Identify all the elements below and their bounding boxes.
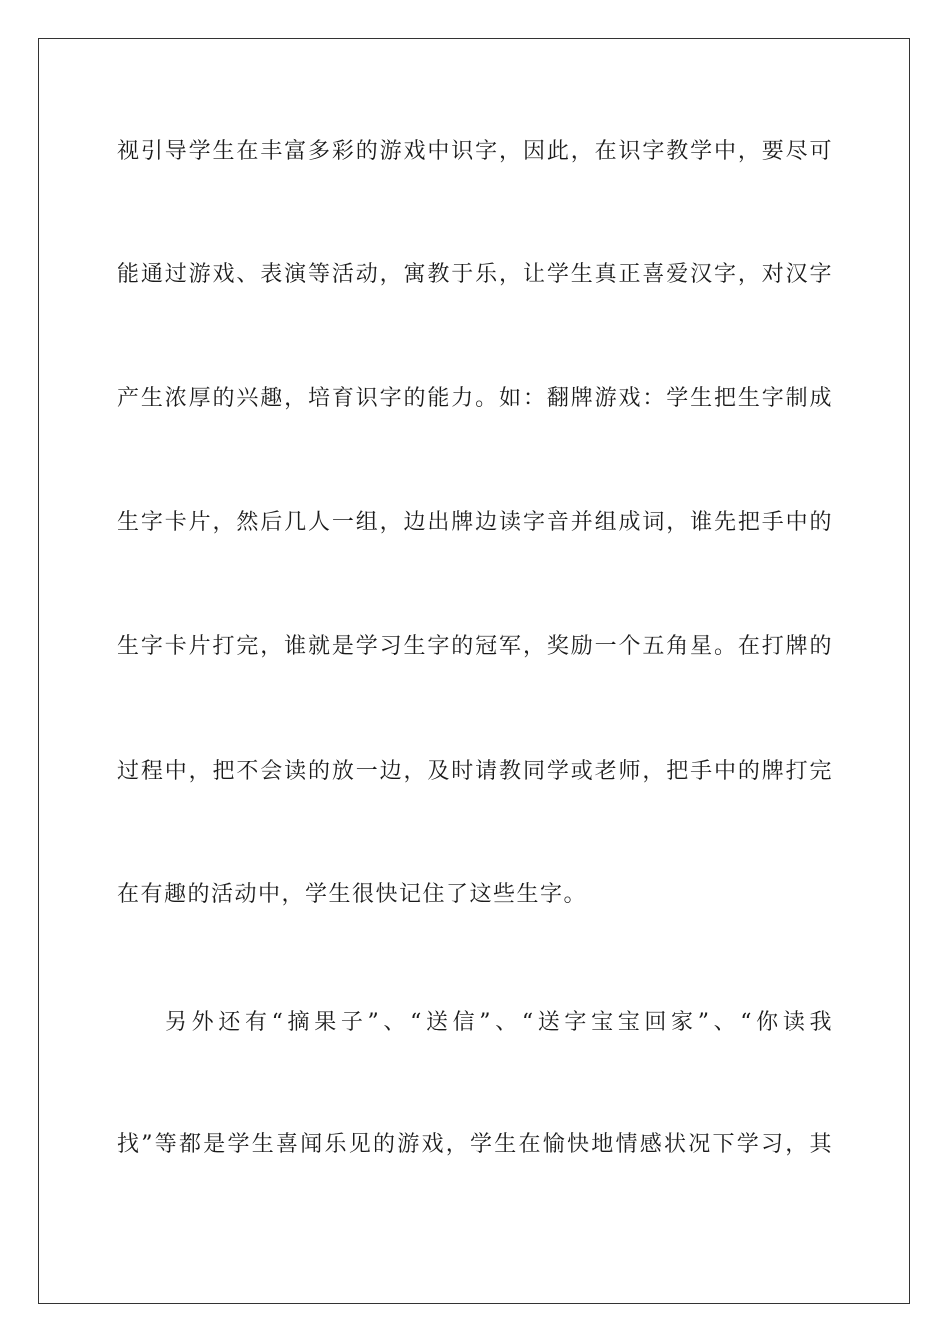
text-line-7: 在有趣的活动中，学生很快记住了这些生字。 xyxy=(117,882,588,907)
text-line-5: 生字卡片打完，谁就是学习生字的冠军，奖励一个五角星。在打牌的 xyxy=(117,634,833,659)
text-line-4: 生字卡片，然后几人一组，边出牌边读字音并组成词，谁先把手中的 xyxy=(117,510,833,535)
text-line-9: 找”等都是学生喜闻乐见的游戏，学生在愉快地情感状况下学习，其 xyxy=(117,1132,833,1157)
text-line-1: 视引导学生在丰富多彩的游戏中识字，因此，在识字教学中，要尽可 xyxy=(117,139,833,164)
text-line-3: 产生浓厚的兴趣，培育识字的能力。如：翻牌游戏：学生把生字制成 xyxy=(117,386,833,411)
page-border xyxy=(38,38,910,1304)
text-line-6: 过程中，把不会读的放一边，及时请教同学或老师，把手中的牌打完 xyxy=(117,759,833,784)
text-line-8: 另外还有“摘果子”、“送信”、“送字宝宝回家”、“你读我 xyxy=(165,1010,833,1035)
text-line-2: 能通过游戏、表演等活动，寓教于乐，让学生真正喜爱汉字，对汉字 xyxy=(117,262,833,287)
